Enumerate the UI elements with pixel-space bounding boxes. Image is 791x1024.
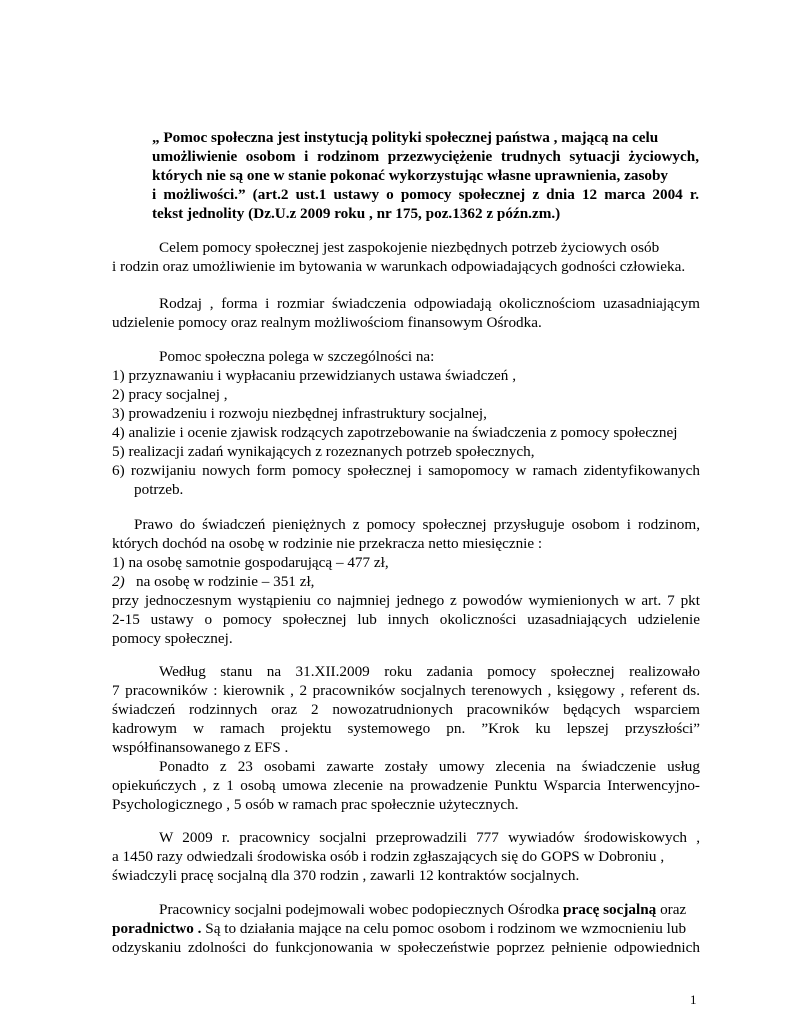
list-item: 2) pracy socjalnej ,	[112, 386, 228, 403]
quote-line: i możliwości.” (art.2 ust.1 ustawy o pomocy społecznej z dnia 12 marca 2004 r.	[152, 186, 699, 203]
list-intro: Pomoc społeczna polega w szczególności na:	[159, 348, 435, 365]
text-line: kadrowym w ramach projektu systemowego pn. ”Krok ku lepszej przyszłości”	[112, 720, 700, 737]
quote-line: umożliwienie osobom i rodzinom przezwyciężenie trudnych sytuacji życiowych,	[152, 148, 699, 165]
quote-line: tekst jednolity (Dz.U.z 2009 roku , nr 175, poz.1362 z późn.zm.)	[152, 205, 561, 222]
text-run: Pracownicy socjalni podejmowali wobec podopiecznych Ośrodka	[159, 901, 564, 918]
income-item	[112, 572, 314, 591]
emphasis-counseling: poradnictwo .	[112, 920, 202, 937]
text-run: oraz	[656, 901, 687, 918]
text-line: świadczyli pracę socjalną dla 370 rodzin , zawarli 12 kontraktów socjalnych.	[112, 867, 580, 884]
text-line: Według stanu na 31.XII.2009 roku zadania pomocy społecznej realizowało	[159, 663, 700, 680]
list-item-continuation: potrzeb.	[134, 481, 184, 498]
list-item: 5) realizacji zadań wynikających z rozeznanych potrzeb społecznych,	[112, 443, 535, 460]
list-item: 6) rozwijaniu nowych form pomocy społecznej i samopomocy w ramach zidentyfikowanych	[112, 462, 700, 479]
text-line: i rodzin oraz umożliwienie im bytowania w warunkach odpowiadających godności człowieka.	[112, 258, 686, 275]
text-line: współfinansowanego z EFS .	[112, 739, 289, 756]
list-item: 4) analizie i ocenie zjawisk rodzących zapotrzebowanie na świadczenia z pomocy społecznej	[112, 424, 678, 441]
page-number: 1	[690, 992, 697, 1007]
text-line: Psychologicznego , 5 osób w ramach prac społecznie użytecznych.	[112, 796, 519, 813]
text-line: Ponadto z 23 osobami zawarte zostały umowy zlecenia na świadczenie usług	[159, 758, 700, 775]
text-line: Celem pomocy społecznej jest zaspokojenie niezbędnych potrzeb życiowych osób	[159, 239, 660, 256]
text-line: Prawo do świadczeń pieniężnych z pomocy społecznej przysługuje osobom i rodzinom,	[134, 516, 700, 533]
text-line: pomocy społecznej.	[112, 630, 233, 647]
text-line: przy jednoczesnym wystąpieniu co najmniej jednego z powodów wymienionych w art. 7 pkt	[112, 592, 700, 609]
income-item: 1) na osobę samotnie gospodarującą – 477 zł,	[112, 554, 389, 571]
text-line: opiekuńczych , z 1 osobą umowa zlecenie na prowadzenie Punktu Wsparcia Interwencyjno-	[112, 777, 700, 794]
list-item: 3) prowadzeniu i rozwoju niezbędnej infrastruktury socjalnej,	[112, 405, 487, 422]
list-item: 1) przyznawaniu i wypłacaniu przewidzianych ustawa świadczeń ,	[112, 367, 516, 384]
text-line: których dochód na osobę w rodzinie nie przekracza netto miesięcznie :	[112, 535, 543, 552]
text-line: odzyskaniu zdolności do funkcjonowania w społeczeństwie poprzez pełnienie odpowiednich	[112, 939, 700, 956]
text-line: udzielenie pomocy oraz realnym możliwościom finansowym Ośrodka.	[112, 314, 542, 331]
text-line: świadczeń rodzinnych oraz 2 nowozatrudnionych pracowników będących wsparciem	[112, 701, 700, 718]
text-line: 2-15 ustawy o pomocy społecznej lub innych okoliczności uzasadniających udzielenie	[112, 611, 700, 628]
quote-line: których nie są one w stanie pokonać wykorzystując własne uprawnienia, zasoby	[152, 167, 668, 184]
text-line	[112, 919, 686, 938]
text-line: W 2009 r. pracownicy socjalni przeprowadzili 777 wywiadów środowiskowych ,	[159, 829, 700, 846]
quote-line: „ Pomoc społeczna jest instytucją polityki społecznej państwa , mającą na celu	[152, 129, 659, 146]
text-line: 7 pracowników : kierownik , 2 pracowników socjalnych terenowych , księgowy , referent ds.	[112, 682, 700, 699]
income-item-number: 2)	[112, 573, 125, 590]
income-item-text: na osobę w rodzinie – 351 zł,	[124, 573, 315, 590]
text-line: a 1450 razy odwiedzali środowiska osób i rodzin zgłaszających się do GOPS w Dobroniu ,	[112, 848, 665, 865]
text-run: Są to działania mające na celu pomoc osobom i rodzinom we wzmocnieniu lub	[201, 920, 687, 937]
emphasis-social-work: pracę socjalną	[563, 901, 657, 918]
text-line	[159, 900, 686, 919]
text-line: Rodzaj , forma i rozmiar świadczenia odpowiadają okolicznościom uzasadniającym	[159, 295, 700, 312]
